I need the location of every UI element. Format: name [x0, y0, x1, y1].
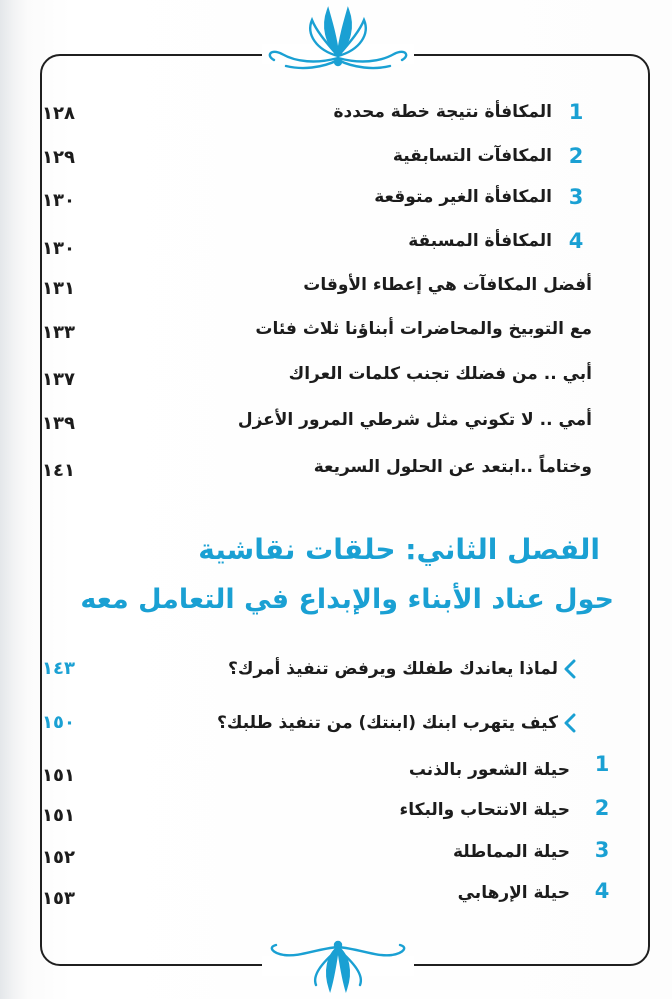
toc-entry[interactable]: [0, 224, 592, 258]
page-number: ١٥١: [42, 765, 75, 786]
chevron-left-icon: [564, 713, 576, 733]
entry-number: 2: [568, 144, 584, 168]
entry-number: 3: [594, 838, 610, 862]
page-number: ١٥٢: [42, 847, 75, 868]
toc-entry[interactable]: [0, 95, 592, 129]
toc-entry[interactable]: [0, 357, 592, 391]
toc-entry[interactable]: [0, 706, 624, 740]
entry-title: أبي .. من فضلك تجنب كلمات العراك: [288, 364, 592, 384]
entry-title: وختاماً ..ابتعد عن الحلول السريعة: [313, 457, 592, 477]
toc-entry[interactable]: [0, 403, 592, 437]
entry-number: 1: [568, 100, 584, 124]
page-number: ١٤٣: [42, 658, 75, 679]
chapter-subtitle: حول عناد الأبناء والإبداع في التعامل معه: [80, 584, 614, 615]
entry-title: مع التوبيخ والمحاضرات أبناؤنا ثلاث فئات: [255, 319, 592, 339]
entry-number: 4: [594, 879, 610, 903]
page-number: ١٤١: [42, 460, 75, 481]
page-number: ١٥١: [42, 805, 75, 826]
toc-entry[interactable]: [0, 180, 592, 214]
toc-entry[interactable]: [0, 791, 612, 825]
page-number: ١٢٩: [42, 147, 75, 168]
toc-entry[interactable]: [0, 139, 592, 173]
chapter-title: الفصل الثاني: حلقات نقاشية: [198, 533, 600, 566]
toc-entry[interactable]: [0, 268, 592, 302]
entry-number: 2: [594, 796, 610, 820]
page-number: ١٢٨: [42, 103, 75, 124]
page-number: ١٥٠: [42, 712, 75, 733]
entry-number: 4: [568, 229, 584, 253]
entry-title: حيلة الشعور بالذنب: [408, 760, 570, 780]
toc-entry[interactable]: [0, 450, 592, 484]
entry-number: 1: [594, 752, 610, 776]
floral-ornament-bottom-icon: [256, 937, 420, 995]
entry-title: حيلة الانتحاب والبكاء: [399, 800, 570, 820]
toc-entry[interactable]: [0, 312, 592, 346]
entry-title: المكافأة المسبقة: [408, 231, 552, 251]
toc-entry[interactable]: [0, 874, 612, 908]
toc-entry[interactable]: [0, 652, 624, 686]
page-number: ١٥٣: [42, 888, 75, 909]
entry-number: 3: [568, 185, 584, 209]
entry-title: كيف يتهرب ابنك (ابنتك) من تنفيذ طلبك؟: [217, 713, 558, 733]
page-number: ١٣٧: [42, 369, 75, 390]
page-number: ١٣٩: [42, 413, 75, 434]
toc-entry[interactable]: [0, 833, 612, 867]
floral-ornament-top-icon: [256, 4, 420, 74]
entry-title: المكافأة نتيجة خطة محددة: [333, 102, 552, 122]
page-number: ١٣٣: [42, 322, 75, 343]
entry-title: حيلة المماطلة: [452, 842, 570, 862]
entry-title: أفضل المكافآت هي إعطاء الأوقات: [303, 275, 592, 295]
entry-title: أمي .. لا تكوني مثل شرطي المرور الأعزل: [237, 410, 592, 430]
entry-title: المكافآت التسابقية: [392, 146, 552, 166]
chevron-left-icon: [564, 659, 576, 679]
page-number: ١٣١: [42, 278, 75, 299]
entry-title: حيلة الإرهابي: [457, 883, 570, 903]
entry-title: المكافأة الغير متوقعة: [374, 187, 552, 207]
entry-title: لماذا يعاندك طفلك ويرفض تنفيذ أمرك؟: [227, 659, 558, 679]
page-number: ١٣٠: [42, 238, 75, 259]
page-number: ١٣٠: [42, 190, 75, 211]
toc-entry[interactable]: [0, 747, 612, 786]
